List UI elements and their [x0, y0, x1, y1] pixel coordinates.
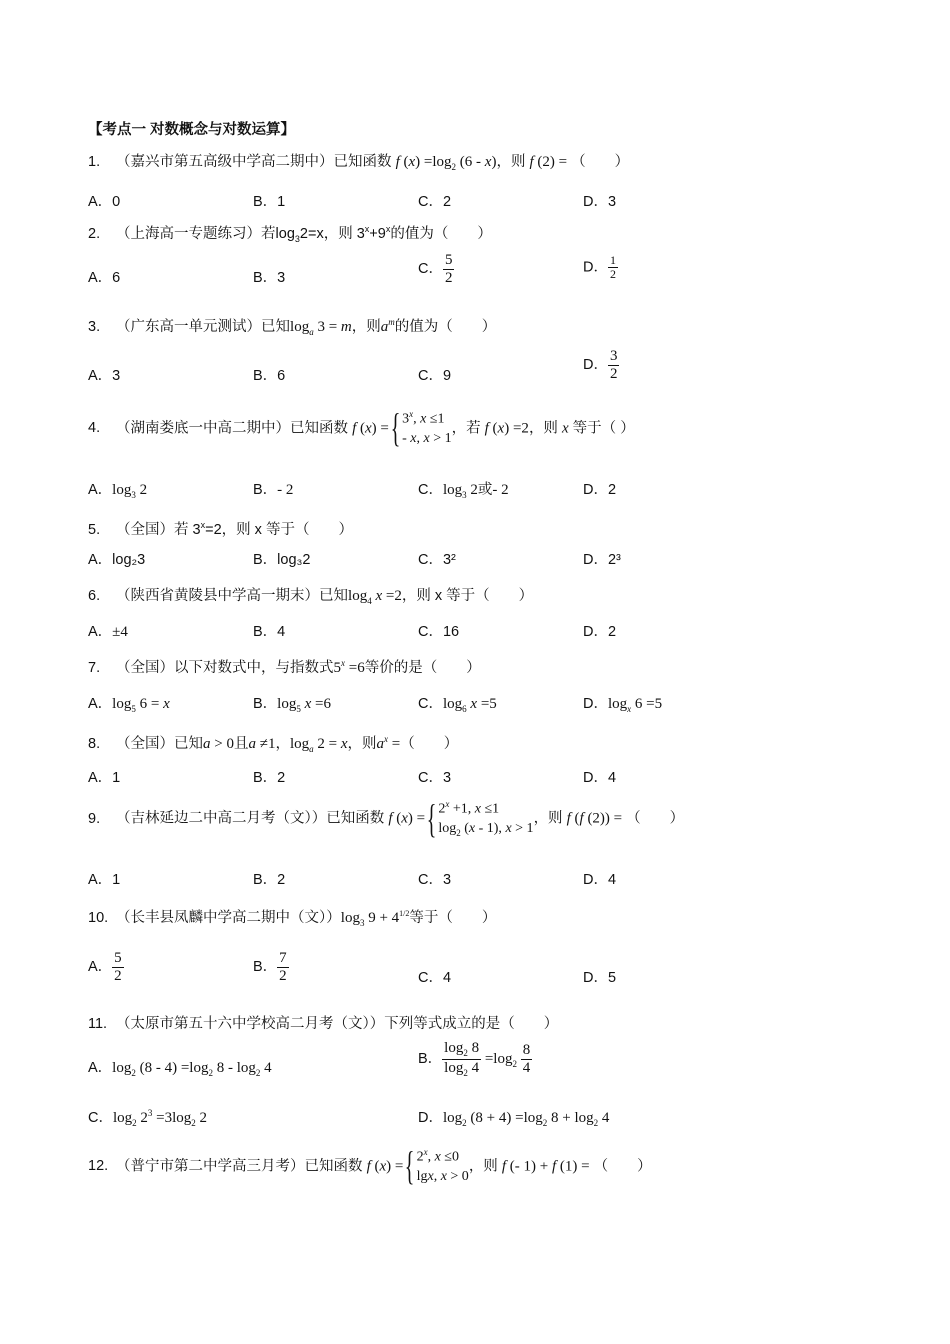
fraction [112, 950, 124, 984]
question-text: ，则 [468, 1158, 498, 1175]
option-d[interactable]: D．$\log_x 6 =5$ [583, 696, 663, 714]
option-label: A． [88, 958, 113, 975]
option-d[interactable]: D．4 [583, 770, 617, 786]
option-d[interactable]: D．3 [583, 194, 617, 210]
option-label: B． [253, 482, 278, 498]
options-10 [88, 950, 868, 994]
question-text: 2=x，则 3 [299, 226, 365, 242]
option-c[interactable]: C．$\log_3 2$或- 2 [418, 482, 509, 500]
question-text: （ ） [593, 1158, 652, 1175]
denominator: 2 [444, 269, 453, 286]
question-number: 6. [88, 588, 101, 604]
question-text: （上海高一专题练习）若 [116, 226, 276, 242]
question-1 [88, 150, 629, 172]
formula: f $(x) =\log_2$ (6 - x) [395, 154, 497, 172]
denominator: 2 [609, 365, 618, 382]
formula: $5^x =6$ [333, 658, 365, 676]
question-text: （陕西省黄陵县中学高一期末）已知 [116, 588, 349, 604]
option-b[interactable]: B．4 [253, 624, 286, 640]
question-number: 8. [88, 736, 101, 752]
option-c[interactable]: C．3² [418, 552, 456, 568]
question-number: 10. [88, 910, 109, 926]
question-11 [88, 1012, 558, 1033]
option-label: B． [418, 1051, 443, 1068]
question-3 [88, 315, 496, 337]
question-text: （太原市第五十六中学校高二月考（文））下列等式成立的是（ ） [116, 1016, 559, 1032]
option-label: D． [583, 696, 608, 712]
option-a[interactable]: A．1 [88, 770, 121, 786]
option-label: A． [88, 696, 113, 712]
formula: $a^x$ = [376, 734, 401, 752]
fraction [277, 950, 289, 984]
options-9 [88, 868, 868, 900]
fraction [608, 348, 620, 382]
option-c[interactable]: C．4 [418, 970, 452, 986]
formula: f (- 1) + f (1) = [501, 1158, 590, 1175]
option-c[interactable]: C．3 [418, 770, 452, 786]
question-number: 2. [88, 226, 101, 242]
options-1 [88, 190, 868, 222]
option-label: C． [88, 1110, 113, 1126]
option-c[interactable]: C．$\log_2 2^3 =3\log_2$ 2 [88, 1108, 208, 1128]
option-label: B． [253, 958, 278, 975]
option-a[interactable]: A．1 [88, 872, 121, 888]
option-label: A． [88, 1060, 113, 1076]
option-label: A． [88, 624, 113, 640]
question-text: +9 [369, 226, 386, 242]
formula: f (2) = [529, 154, 568, 170]
option-a[interactable]: A．3 [88, 368, 121, 384]
option-c[interactable]: C．3 [418, 872, 452, 888]
option-label: C． [418, 696, 443, 712]
option-d[interactable]: D．2³ [583, 552, 621, 568]
options-4 [88, 478, 868, 510]
question-5: 5. （全国）若 $3^x=2$，则 x 等于（ ） [88, 520, 353, 538]
question-text: ，则 x 等于（ ） [401, 588, 534, 604]
options-3 [88, 348, 868, 392]
fraction [608, 254, 618, 281]
option-b[interactable]: B．- 2 [253, 482, 294, 498]
option-b[interactable]: B． $\frac{\log_2 8}{\log_2 4}$ $=\log_2$ $\frac{8}{4}$ [418, 1040, 531, 1078]
numerator: 1 [609, 253, 616, 267]
numerator: 3 [609, 348, 618, 364]
numerator: 7 [279, 950, 287, 966]
formula: x [561, 420, 569, 437]
option-d[interactable]: D．4 [583, 872, 617, 888]
options-11-ab [88, 1040, 868, 1086]
option-b[interactable]: B．6 [253, 368, 286, 384]
piecewise: { 2$^x$, x ≤0 lgx, x > 0 [405, 1143, 469, 1189]
option-a[interactable]: A．±4 [88, 624, 128, 640]
question-number: 11. [88, 1016, 108, 1032]
options-11-cd [88, 1106, 868, 1138]
option-c[interactable]: C．2 [418, 194, 452, 210]
question-7 [88, 656, 481, 677]
question-text: ，则 [347, 736, 377, 752]
option-b[interactable]: B．log₃2 [253, 552, 311, 568]
question-text: （ ） [400, 736, 459, 752]
question-text: （广东高一单元测试）已知 [116, 319, 291, 335]
question-number: 5. [88, 522, 101, 538]
question-text: 且 [234, 736, 249, 752]
question-number: 7. [88, 660, 101, 676]
fraction [443, 252, 455, 286]
options-8 [88, 766, 868, 798]
section-heading: 【考点一 对数概念与对数运算】 [88, 122, 296, 138]
question-number: 9. [88, 810, 101, 827]
question-text: log [275, 226, 295, 242]
option-d[interactable]: D．5 [583, 970, 617, 986]
question-text: 等于（ ） [572, 420, 635, 437]
question-text: （嘉兴市第五高级中学高二期中）已知函数 [116, 154, 392, 170]
option-b[interactable]: B．3 [253, 270, 286, 286]
question-text: ，则 [351, 319, 381, 335]
option-b[interactable]: B．2 [253, 770, 286, 786]
option-a[interactable]: A．0 [88, 194, 121, 210]
formula: $\log_3 9 + 4^{1/2}$ [340, 909, 410, 928]
formula: $\log_a 3 = m$ [290, 319, 352, 337]
option-label: C． [418, 482, 443, 498]
numerator: 5 [114, 950, 122, 966]
denominator: 2 [609, 267, 616, 282]
question-6 [88, 584, 533, 606]
option-d[interactable]: D．2 [583, 482, 617, 498]
option-d[interactable] [583, 348, 619, 382]
option-d[interactable]: D．2 [583, 624, 617, 640]
option-label: C． [418, 260, 443, 277]
question-text: （全国）已知 [116, 736, 204, 752]
formula: a ≠1 [248, 736, 276, 752]
question-text: （ ） [626, 810, 685, 827]
option-a[interactable] [88, 950, 124, 984]
formula: f (x) = [366, 1158, 404, 1175]
piecewise: { $2^x +1$, x ≤1 $\log_2 (x - 1)$, x > 1 [426, 795, 534, 841]
option-c[interactable] [418, 252, 454, 286]
option-c[interactable]: C．$\log_6 x =5$ [418, 696, 497, 714]
option-label: D． [583, 356, 608, 373]
formula: $a^m$ [380, 317, 395, 335]
option-label: D． [583, 259, 608, 276]
option-a[interactable]: A．$\log_2 (8 - 4) =\log_2$ $8 - \log_2 4$ [88, 1060, 272, 1078]
option-b[interactable]: B．1 [253, 194, 286, 210]
piecewise: { 3$^x$, x ≤1 - x, x > 1 [390, 405, 452, 451]
question-text: （全国）以下对数式中，与指数式 [116, 660, 334, 676]
question-text: 的值为（ ） [394, 319, 497, 335]
question-text: 等价的是（ ） [364, 660, 481, 676]
options-5 [88, 548, 868, 580]
question-text: =2，则 x 等于（ ） [205, 522, 353, 538]
question-text: ， [275, 736, 290, 752]
options-2 [88, 252, 868, 292]
formula: f (x) = [352, 420, 389, 437]
option-d[interactable]: D．$\log_2 (8 + 4) =\log_2$ $8 + \log_2 4$ [418, 1110, 610, 1128]
question-12 [88, 1143, 652, 1189]
formula: $\log_a 2 = x$ [289, 736, 348, 754]
question-text: （全国）若 3 [116, 522, 201, 538]
options-7 [88, 692, 868, 724]
question-text: ，若 [451, 420, 481, 437]
option-label: A． [88, 482, 113, 498]
question-number: 3. [88, 319, 101, 335]
question-text: （ ） [571, 154, 630, 170]
question-number: 1. [88, 154, 101, 170]
option-text: 或 [477, 482, 493, 498]
question-text: ，则 [533, 810, 563, 827]
question-text: （湖南娄底一中高二期中）已知函数 [116, 420, 349, 437]
options-6 [88, 620, 868, 652]
option-label: B． [253, 696, 278, 712]
question-number: 12. [88, 1158, 109, 1175]
denominator: 2 [114, 967, 122, 984]
denominator: 2 [279, 967, 287, 984]
option-b[interactable] [253, 950, 289, 984]
option-c[interactable]: C．16 [418, 624, 460, 640]
formula: f (f (2)) = [566, 810, 623, 827]
numerator: 5 [444, 252, 453, 268]
formula: f (x) =2 [484, 420, 529, 437]
formula: f (x) = [388, 810, 426, 827]
formula: $\log_4 x =2$ [348, 588, 402, 606]
question-text: （长丰县凤麟中学高二期中（文）） [116, 910, 341, 926]
option-b[interactable]: B．2 [253, 872, 286, 888]
question-9 [88, 795, 685, 841]
option-label: D． [418, 1110, 443, 1126]
question-8 [88, 732, 458, 754]
option-a[interactable]: A．6 [88, 270, 121, 286]
option-a[interactable]: A．$\log_5 6 = x$ [88, 696, 170, 714]
question-text: （普宁市第二中学高三月考）已知函数 [116, 1158, 363, 1175]
option-c[interactable]: C．9 [418, 368, 452, 384]
question-text: （吉林延边二中高二月考（文））已知函数 [116, 810, 385, 827]
formula: a > 0 [203, 736, 234, 752]
option-d[interactable] [583, 254, 618, 281]
question-text: 的值为（ ） [390, 226, 492, 242]
question-text: ，则 [528, 420, 558, 437]
question-text: ，则 [496, 154, 526, 170]
question-2: 2. （上海高一专题练习）若$\log_32=x$，则 $3^x+9^x$的值为（ ） [88, 224, 492, 244]
question-4 [88, 405, 635, 451]
question-number: 4. [88, 420, 101, 437]
question-10 [88, 906, 496, 928]
option-b[interactable]: B．$\log_5 x =6$ [253, 696, 331, 714]
option-a[interactable]: A．log₂3 [88, 552, 146, 568]
question-text: 等于（ ） [409, 910, 497, 926]
option-a[interactable]: A．$\log_3 2$ [88, 482, 148, 500]
